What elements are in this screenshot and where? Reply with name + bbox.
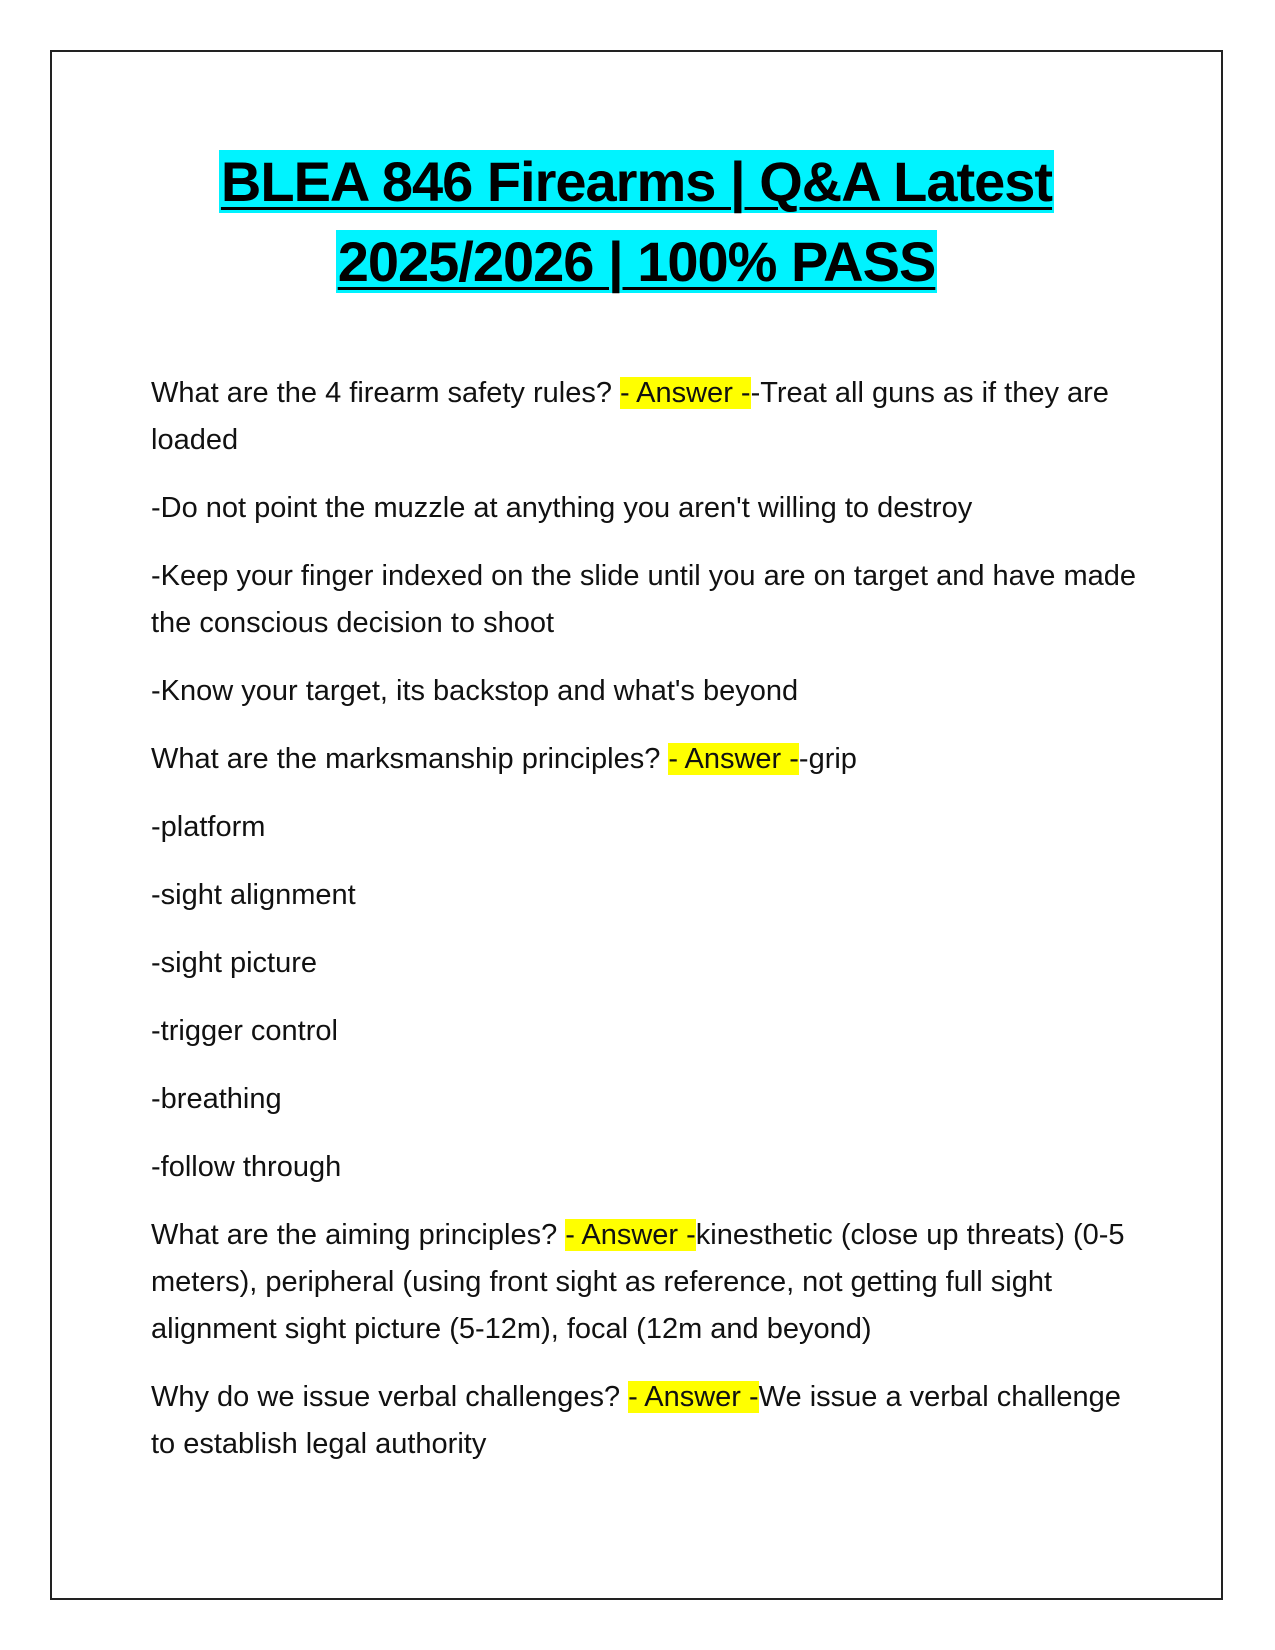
title-line-2: 2025/2026 | 100% PASS	[337, 230, 936, 293]
list-item: -Know your target, its backstop and what's beyond	[151, 675, 799, 707]
title-line-1: BLEA 846 Firearms | Q&A Latest	[220, 150, 1053, 213]
list-item: -sight picture	[151, 947, 318, 979]
answer-text: We issue a verbal challenge to establish legal authority	[151, 1381, 1121, 1460]
answer-marker: - Answer -	[565, 1219, 696, 1251]
question-text: What are the 4 firearm safety rules?	[151, 377, 621, 409]
list-item: -Keep your finger indexed on the slide until you are on target and have made the conscious decision to shoot	[151, 560, 1137, 639]
answer-text: -Treat all guns as if they are loaded	[151, 377, 1109, 456]
answer-marker: - Answer -	[628, 1381, 759, 1413]
question-text: What are the marksmanship principles?	[151, 743, 669, 775]
qa-item-firearm-safety-rules	[151, 370, 1141, 464]
answer-text: -grip	[798, 743, 857, 775]
answer-text: kinesthetic (close up threats) (0-5 meters), peripheral (using front sight as reference, not getting full sight alignment sight picture (5-12m), focal (12m and beyond)	[151, 1219, 1125, 1345]
question-text: Why do we issue verbal challenges?	[151, 1381, 629, 1413]
qa-item-verbal-challenges	[151, 1374, 1141, 1468]
qa-item-aiming-principles	[151, 1212, 1141, 1353]
answer-marker: - Answer -	[668, 743, 799, 775]
document-title	[52, 142, 1221, 302]
answer-marker: - Answer -	[620, 377, 751, 409]
qa-content	[151, 370, 1141, 1489]
qa-item-marksmanship-principles	[151, 736, 1141, 783]
list-item: -sight alignment	[151, 879, 356, 911]
question-text: What are the aiming principles?	[151, 1219, 566, 1251]
list-item: -follow through	[151, 1151, 342, 1183]
list-item: -platform	[151, 811, 266, 843]
list-item: -Do not point the muzzle at anything you aren't willing to destroy	[151, 492, 973, 524]
list-item: -trigger control	[151, 1015, 338, 1047]
list-item: -breathing	[151, 1083, 282, 1115]
